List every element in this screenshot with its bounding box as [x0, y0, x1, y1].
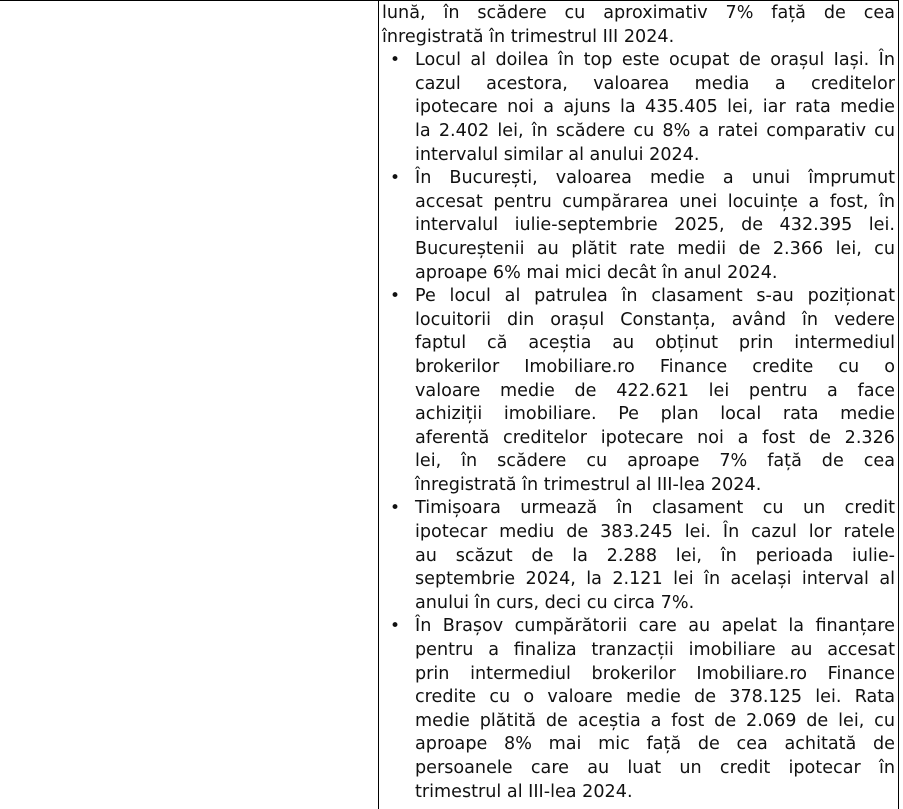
text-line: credite cu o valoare medie de 378.125 lei. Rata — [415, 687, 895, 708]
text-line: achiziții imobiliare. Pe plan local rata medie — [415, 404, 895, 425]
left-empty-cell — [0, 1, 378, 809]
text-line: persoanele care au luat un credit ipotecar în — [415, 758, 895, 778]
bullet-icon: • — [390, 168, 401, 189]
text-line: Bucureștenii au plătit rate medii de 2.366 lei, cu — [415, 238, 895, 259]
text-line: În Brașov cumpărătorii care au apelat la finanțare — [415, 616, 895, 637]
text-line: pentru a finaliza tranzacții imobiliare au accesat — [415, 640, 895, 661]
bullet-icon: • — [390, 50, 401, 71]
text-line: ipotecar mediu de 383.245 lei. În cazul lor ratele — [415, 522, 895, 543]
list-item — [382, 49, 895, 167]
list-item — [382, 167, 895, 285]
list-item — [382, 285, 895, 497]
intro-paragraph — [382, 2, 895, 49]
table-right-border — [898, 0, 899, 809]
text-line: În București, valoarea medie a unui împrumut — [415, 168, 895, 189]
text-line: anului în curs, deci cu circa 7%. — [415, 592, 695, 613]
text-line: la 2.402 lei, în scădere cu 8% a ratei comparativ cu — [415, 120, 895, 141]
text-line: accesat pentru cumpărarea unei locuințe a fost, în — [415, 191, 895, 212]
text-line: ipotecare noi a ajuns la 435.405 lei, iar rata medie — [415, 97, 895, 118]
text-line: Pe locul al patrulea în clasament s-au poziționat — [415, 286, 895, 307]
text-line: lei, în scădere cu aproape 7% față de cea — [415, 451, 895, 472]
text-line: medie plătită de aceștia a fost de 2.069 de lei, cu — [415, 710, 895, 731]
text-line: înregistrată în trimestrul III 2024. — [382, 26, 675, 47]
text-line: Timișoara urmează în clasament cu un credit — [415, 498, 895, 519]
text-line: valoare medie de 422.621 lei pentru a face — [415, 380, 895, 401]
text-cell — [382, 2, 895, 804]
text-line: locuitorii din orașul Constanța, având în vedere — [415, 309, 895, 330]
text-line: faptul că aceștia au obținut prin intermediul — [415, 333, 895, 354]
text-line: au scăzut de la 2.288 lei, în perioada iulie- — [415, 545, 895, 566]
bullet-list — [382, 49, 895, 804]
list-item — [382, 497, 895, 615]
text-line: brokerilor Imobiliare.ro Finance credite cu o — [415, 356, 895, 377]
column-divider — [378, 0, 379, 809]
text-line: lună, în scădere cu aproximativ 7% față de cea — [382, 3, 895, 23]
bullet-icon: • — [390, 286, 401, 307]
text-line: cazul acestora, valoarea media a creditelor — [415, 73, 895, 94]
text-line: septembrie 2024, la 2.121 lei în același interval al — [415, 569, 895, 590]
text-line: înregistrată în trimestrul al III-lea 2024. — [415, 474, 762, 495]
bullet-icon: • — [390, 616, 401, 637]
text-line: aproape 8% mai mic față de cea achitată de — [415, 734, 895, 755]
list-item — [382, 615, 895, 804]
text-line: aproape 6% mai mici decât în anul 2024. — [415, 262, 778, 283]
text-line: prin intermediul brokerilor Imobiliare.ro Finance — [415, 663, 895, 684]
text-line: aferentă creditelor ipotecare noi a fost de 2.326 — [415, 427, 895, 448]
text-line: intervalul similar al anului 2024. — [415, 144, 700, 165]
text-line: trimestrul al III-lea 2024. — [415, 781, 633, 802]
text-line: Locul al doilea în top este ocupat de orașul Iași. În — [415, 50, 895, 71]
bullet-icon: • — [390, 498, 401, 519]
text-line: intervalul iulie-septembrie 2025, de 432.395 lei. — [415, 215, 895, 236]
